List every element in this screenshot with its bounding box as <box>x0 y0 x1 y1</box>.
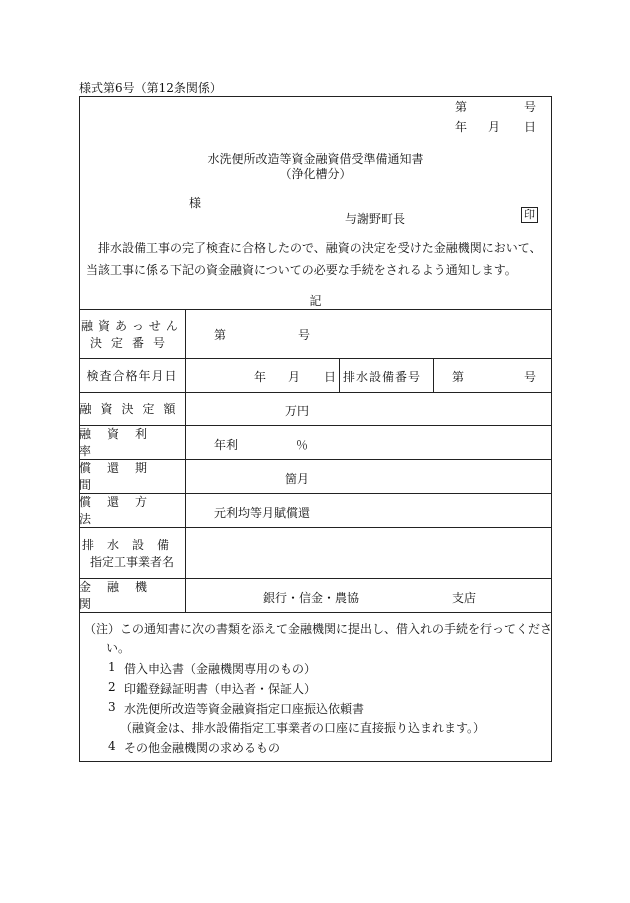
note-item-text: 印鑑登録証明書（申込者・保証人） <box>124 682 317 696</box>
seal-mark: 印 <box>521 207 538 223</box>
note-item-number: 1 <box>108 660 116 674</box>
drain-number-prefix: 第 <box>452 370 465 384</box>
ki-label: 記 <box>309 294 322 308</box>
doc-subtitle: （浄化槽分） <box>279 167 352 181</box>
table-bottom-line <box>79 612 552 613</box>
label-approval-number-line2: 決定番号 <box>89 335 174 350</box>
inspection-month: 月 <box>288 370 301 384</box>
addressee-suffix: 様 <box>189 196 202 210</box>
note-item-number: 3 <box>108 700 116 714</box>
financial-institution-type: 銀行・信金・農協 <box>263 591 360 605</box>
note-item-number: 4 <box>108 739 116 753</box>
note-item-text: その他金融機関の求めるもの <box>124 741 281 755</box>
body-paragraph: 排水設備工事の完了検査に合格したので、融資の決定を受けた金融機関において、当該工事に係る下記の資金融資についての必要な手続をされるよう通知します。 <box>86 241 542 277</box>
note-item-text: 借入申込書（金融機関専用のもの） <box>124 662 317 676</box>
doc-number-prefix: 第 <box>455 100 468 114</box>
note-item-subtext: （融資金は、排水設備指定工事業者の口座に直接振り込まれます。） <box>120 721 486 735</box>
label-approval-number-line1: 融資あっせん <box>81 318 183 333</box>
label-contractor <box>79 527 185 578</box>
label-approval-number <box>79 309 185 358</box>
label-contractor-line2: 指定工事業者名 <box>89 554 174 569</box>
drain-number-suffix: 号 <box>524 370 537 384</box>
doc-number-suffix: 号 <box>524 100 537 114</box>
financial-institution-branch: 支店 <box>452 591 477 605</box>
note-item-number: 2 <box>108 680 116 694</box>
repayment-period-unit: 箇月 <box>285 472 310 486</box>
doc-title: 水洗便所改造等資金融資借受準備通知書 <box>207 152 424 166</box>
approval-number-prefix: 第 <box>214 328 227 342</box>
interest-rate-unit: ％ <box>296 438 309 452</box>
date-day: 日 <box>524 120 537 134</box>
date-year: 年 <box>455 120 468 134</box>
inspection-year: 年 <box>254 370 267 384</box>
form-id: 様式第6号（第12条関係） <box>79 81 222 95</box>
label-loan-amount: 融資決定額 <box>79 402 185 416</box>
approval-number-suffix: 号 <box>298 328 311 342</box>
note-item-text: 水洗便所改造等資金融資指定口座振込依頼書 <box>124 702 365 716</box>
label-column-divider <box>185 309 186 612</box>
label-contractor-line1: 排水設備 <box>81 537 182 552</box>
label-interest-rate: 融資利率 <box>79 427 164 458</box>
notes-lead: （注） <box>84 622 121 636</box>
loan-amount-unit: 万円 <box>285 404 310 418</box>
date-month: 月 <box>488 120 501 134</box>
inspection-divider <box>433 358 434 392</box>
label-repayment-method: 償還方法 <box>79 495 164 526</box>
repayment-method-value: 元利均等月賦償還 <box>214 506 311 520</box>
interest-rate-prefix: 年利 <box>214 438 239 452</box>
label-financial-institution: 金融機関 <box>79 580 164 611</box>
notes-text-line2: い。 <box>106 641 131 655</box>
notes-text-line1: この通知書に次の書類を添えて金融機関に提出し、借入れの手続を行ってくださ <box>120 622 553 636</box>
inspection-divider <box>339 358 340 392</box>
label-drain-number: 排水設備番号 <box>343 370 422 384</box>
label-inspection-date: 検査合格年月日 <box>86 368 178 383</box>
issuer: 与謝野町長 <box>345 212 406 226</box>
inspection-day: 日 <box>324 370 337 384</box>
label-repayment-period: 償還期間 <box>79 461 164 492</box>
